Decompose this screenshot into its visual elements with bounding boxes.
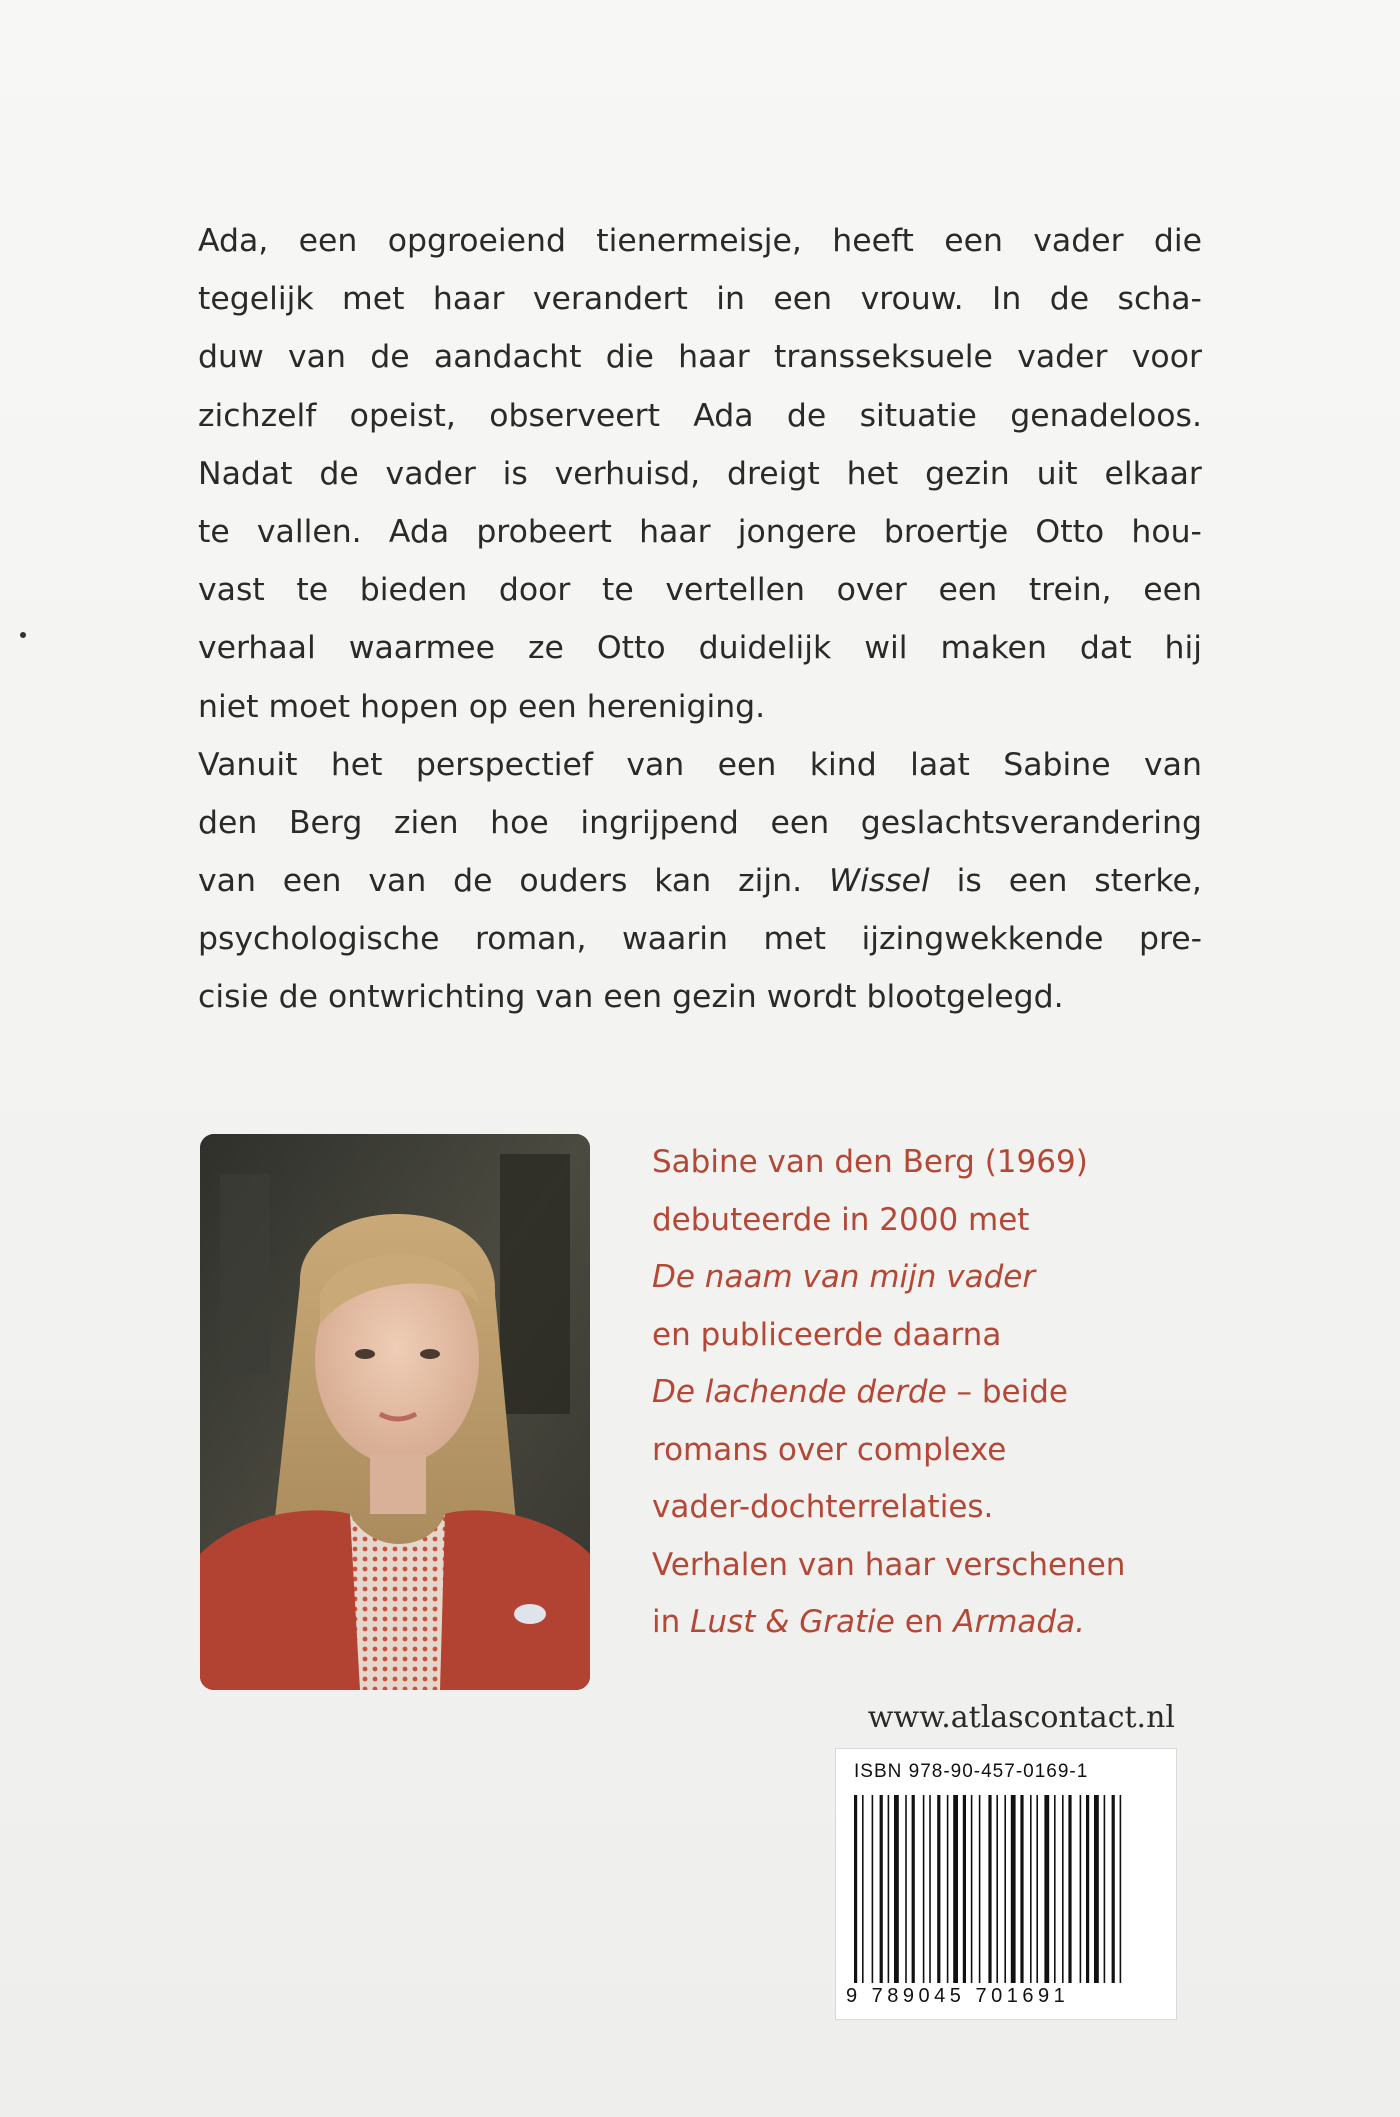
blurb-word: tienermeisje, — [596, 223, 802, 259]
blurb-word: zijn. — [738, 863, 803, 900]
blurb-word: elkaar — [1104, 455, 1202, 492]
blurb-word: verhuisd, — [554, 455, 701, 492]
blurb-word: een — [938, 572, 998, 609]
barcode-bar — [937, 1795, 940, 1983]
blurb-word: het — [330, 746, 383, 783]
blurb-word: sterke, — [1094, 863, 1202, 900]
barcode-bar — [1020, 1795, 1023, 1983]
blurb-word: zichzelf — [198, 397, 317, 434]
blurb-line — [198, 503, 1202, 561]
blurb-word: verandert — [532, 281, 688, 318]
blurb-word: Ada — [388, 513, 450, 550]
blurb-word: psychologische — [198, 921, 440, 958]
blurb-word: te — [296, 572, 329, 609]
bio-segment: en — [894, 1604, 954, 1640]
blurb-text — [198, 212, 1202, 1027]
barcode-bar — [1086, 1795, 1089, 1983]
barcode — [854, 1795, 1158, 1983]
barcode-bar — [1054, 1795, 1056, 1983]
blurb-word: Otto — [1035, 513, 1105, 550]
blurb-word: de — [453, 863, 493, 900]
bio-segment: en publiceerde daarna — [652, 1316, 1002, 1353]
barcode-bar — [1120, 1795, 1122, 1983]
barcode-bar — [912, 1795, 915, 1983]
barcode-bar — [953, 1795, 958, 1983]
blurb-word: vader — [1033, 223, 1124, 259]
blurb-line — [198, 387, 1202, 445]
blurb-word: duidelijk — [698, 630, 832, 667]
blurb-word: pre- — [1138, 921, 1202, 958]
blurb-word: waarin — [621, 921, 729, 958]
blurb-word: geslachtsverandering — [860, 804, 1202, 841]
author-photo — [200, 1134, 590, 1690]
blurb-word: vallen. — [256, 513, 362, 550]
barcode-bar — [1094, 1795, 1099, 1983]
blurb-word: transseksuele — [774, 339, 993, 376]
blurb-word: trein, — [1028, 572, 1112, 609]
blurb-word: te — [198, 513, 230, 550]
blurb-word: wil — [864, 630, 908, 667]
blurb-word: hoe — [490, 804, 549, 841]
blurb-word: perspectief — [415, 746, 593, 783]
barcode-bar — [854, 1795, 857, 1983]
barcode-bar — [1080, 1795, 1082, 1983]
barcode-bar — [979, 1795, 981, 1983]
bio-line — [652, 1192, 1212, 1250]
bio-line — [652, 1422, 1212, 1480]
blurb-word: een — [944, 223, 1003, 259]
blurb-word: broertje — [883, 513, 1009, 550]
barcode-bar — [880, 1795, 883, 1983]
blurb-word: den — [198, 804, 258, 841]
blurb-word: ze — [527, 630, 564, 667]
barcode-bar — [905, 1795, 907, 1983]
blurb-line — [198, 212, 1202, 270]
barcode-digits: 9 789045 701691 — [846, 1985, 1070, 2007]
blurb-word: Wissel — [828, 863, 930, 900]
bio-segment: – beide — [946, 1374, 1068, 1410]
blurb-word: In — [992, 281, 1022, 318]
barcode-box — [835, 1748, 1177, 2020]
blurb-word: van — [368, 863, 427, 900]
blurb-word: tegelijk — [198, 281, 314, 318]
blurb-word: probeert — [476, 513, 612, 550]
blurb-word: opeist, — [349, 397, 456, 434]
blurb-line — [198, 852, 1202, 910]
blurb-line — [198, 736, 1202, 794]
blurb-word: laat — [910, 746, 970, 783]
blurb-word: roman, — [474, 921, 587, 958]
bio-segment: Verhalen van haar verschenen — [652, 1546, 1126, 1583]
blurb-word: scha- — [1117, 281, 1202, 318]
barcode-bar — [894, 1795, 899, 1983]
blurb-word: de — [370, 339, 410, 376]
barcode-bar — [1036, 1795, 1038, 1983]
blurb-word: een — [298, 223, 358, 259]
blurb-line — [198, 270, 1202, 328]
blurb-word: Vanuit — [198, 746, 298, 783]
blurb-word: te — [601, 572, 634, 609]
blurb-word: haar — [678, 339, 750, 376]
bio-segment: debuteerde in 2000 met — [652, 1201, 1030, 1238]
blurb-word: situatie — [859, 397, 977, 434]
blurb-word: haar — [432, 281, 505, 318]
blurb-word: een — [773, 281, 833, 318]
blurb-word: moet — [268, 688, 351, 725]
blurb-word: hereniging. — [586, 688, 766, 725]
print-mark — [20, 632, 26, 638]
bio-segment: De lachende derde — [652, 1374, 947, 1410]
isbn-label: ISBN 978-90-457-0169-1 — [854, 1761, 1089, 1782]
barcode-bar — [947, 1795, 949, 1983]
blurb-word: over — [836, 572, 907, 609]
bio-line — [652, 1479, 1212, 1537]
blurb-word: een — [717, 746, 777, 783]
blurb-line — [198, 794, 1202, 852]
blurb-word: vader — [385, 455, 476, 492]
blurb-line — [198, 910, 1202, 968]
barcode-bar — [1062, 1795, 1064, 1983]
blurb-word: een — [603, 979, 663, 1016]
blurb-word: dreigt — [727, 455, 820, 492]
blurb-word: een — [770, 804, 830, 841]
blurb-word: de — [319, 455, 359, 492]
blurb-word: hou- — [1131, 513, 1202, 550]
blurb-word: Nadat — [198, 455, 293, 492]
blurb-word: vrouw. — [860, 281, 964, 318]
blurb-word: ijzingwekkende — [861, 921, 1104, 958]
blurb-word: door — [498, 572, 571, 609]
barcode-bar — [996, 1795, 998, 1983]
blurb-word: de — [786, 397, 827, 434]
barcode-bar — [1044, 1795, 1049, 1983]
barcode-bar — [888, 1795, 890, 1983]
blurb-line — [198, 561, 1202, 619]
blurb-word: die — [1153, 223, 1202, 259]
barcode-bar — [1112, 1795, 1115, 1983]
author-bio — [652, 1134, 1212, 1652]
bio-segment: romans over complexe — [652, 1431, 1007, 1468]
blurb-word: die — [605, 339, 654, 376]
blurb-word: het — [846, 455, 899, 492]
blurb-word: is — [502, 455, 528, 492]
bio-segment: Lust & Gratie — [690, 1604, 895, 1640]
barcode-bar — [988, 1795, 991, 1983]
blurb-line — [198, 619, 1202, 677]
blurb-word: vast — [198, 572, 265, 609]
bio-segment: Armada. — [953, 1604, 1085, 1640]
blurb-word: blootgelegd. — [866, 979, 1064, 1016]
blurb-word: van — [626, 746, 685, 783]
barcode-bar — [1104, 1795, 1106, 1983]
blurb-line — [198, 328, 1202, 386]
bio-segment: De naam van mijn vader — [652, 1259, 1036, 1295]
blurb-word: een — [1143, 572, 1202, 609]
blurb-line — [198, 445, 1202, 503]
blurb-word: wordt — [766, 979, 857, 1016]
blurb-word: een — [518, 688, 577, 725]
blurb-word: cisie — [198, 979, 269, 1016]
blurb-word: kind — [809, 746, 877, 783]
blurb-word: dat — [1079, 630, 1132, 667]
blurb-word: bieden — [359, 572, 468, 609]
bio-segment: vader-dochterrelaties. — [652, 1489, 994, 1525]
barcode-bar — [862, 1795, 864, 1983]
blurb-word: ontwrichting — [328, 979, 526, 1016]
blurb-word: niet — [198, 688, 259, 725]
blurb-word: vader — [1017, 339, 1108, 376]
blurb-word: een — [282, 863, 342, 900]
blurb-word: duw — [198, 339, 264, 376]
barcode-bar — [1011, 1795, 1016, 1983]
blurb-word: op — [468, 688, 509, 725]
barcode-bar — [929, 1795, 931, 1983]
blurb-word: met — [763, 921, 826, 958]
bio-segment: in — [652, 1604, 691, 1640]
blurb-word: verhaal — [198, 630, 316, 667]
blurb-word: haar — [639, 513, 711, 550]
blurb-word: jongere — [737, 513, 857, 550]
barcode-bar — [923, 1795, 925, 1983]
blurb-word: gezin — [925, 455, 1010, 492]
blurb-word: hopen — [360, 688, 459, 725]
blurb-word: in — [716, 281, 745, 318]
barcode-bar — [872, 1795, 874, 1983]
blurb-word: zien — [393, 804, 459, 841]
barcode-bar — [1068, 1795, 1071, 1983]
blurb-word: Otto — [596, 630, 666, 667]
blurb-word: voor — [1131, 339, 1202, 376]
blurb-word: observeert — [489, 397, 660, 434]
blurb-word: Ada — [693, 397, 754, 434]
blurb-word: Ada, — [198, 223, 269, 259]
blurb-word: heeft — [832, 223, 914, 259]
blurb-word: opgroeiend — [387, 223, 566, 259]
barcode-bar — [1030, 1795, 1032, 1983]
blurb-word: vertellen — [665, 572, 805, 609]
bio-line — [652, 1249, 1212, 1307]
blurb-word: van — [1144, 746, 1202, 783]
blurb-word: kan — [654, 863, 712, 900]
blurb-word: ouders — [519, 863, 628, 900]
blurb-line — [198, 678, 1202, 736]
blurb-word: genadeloos. — [1010, 397, 1202, 434]
blurb-word: ingrijpend — [580, 804, 739, 841]
blurb-word: van — [535, 979, 594, 1016]
blurb-word: Sabine — [1003, 746, 1111, 783]
bio-line — [652, 1594, 1212, 1652]
bio-segment: Sabine van den Berg (1969) — [652, 1144, 1088, 1180]
blurb-word: de — [278, 979, 318, 1016]
blurb-word: is — [956, 863, 982, 900]
blurb-word: van — [288, 339, 346, 376]
blurb-word: maken — [940, 630, 1047, 667]
blurb-line — [198, 968, 1202, 1026]
barcode-bar — [1004, 1795, 1006, 1983]
bio-line — [652, 1537, 1212, 1595]
blurb-word: Berg — [288, 804, 363, 841]
blurb-word: hij — [1164, 630, 1202, 667]
blurb-word: waarmee — [348, 630, 495, 667]
bio-line — [652, 1364, 1212, 1422]
blurb-word: van — [198, 863, 256, 900]
publisher-website: www.atlascontact.nl — [867, 1700, 1175, 1735]
blurb-word: een — [1008, 863, 1068, 900]
blurb-word: met — [342, 281, 405, 318]
barcode-bar — [963, 1795, 966, 1983]
blurb-word: aandacht — [433, 339, 582, 376]
blurb-word: uit — [1036, 455, 1078, 492]
barcode-bar — [971, 1795, 973, 1983]
bio-line — [652, 1307, 1212, 1365]
blurb-word: gezin — [672, 979, 757, 1016]
bio-line — [652, 1134, 1212, 1192]
blurb-word: de — [1049, 281, 1090, 318]
